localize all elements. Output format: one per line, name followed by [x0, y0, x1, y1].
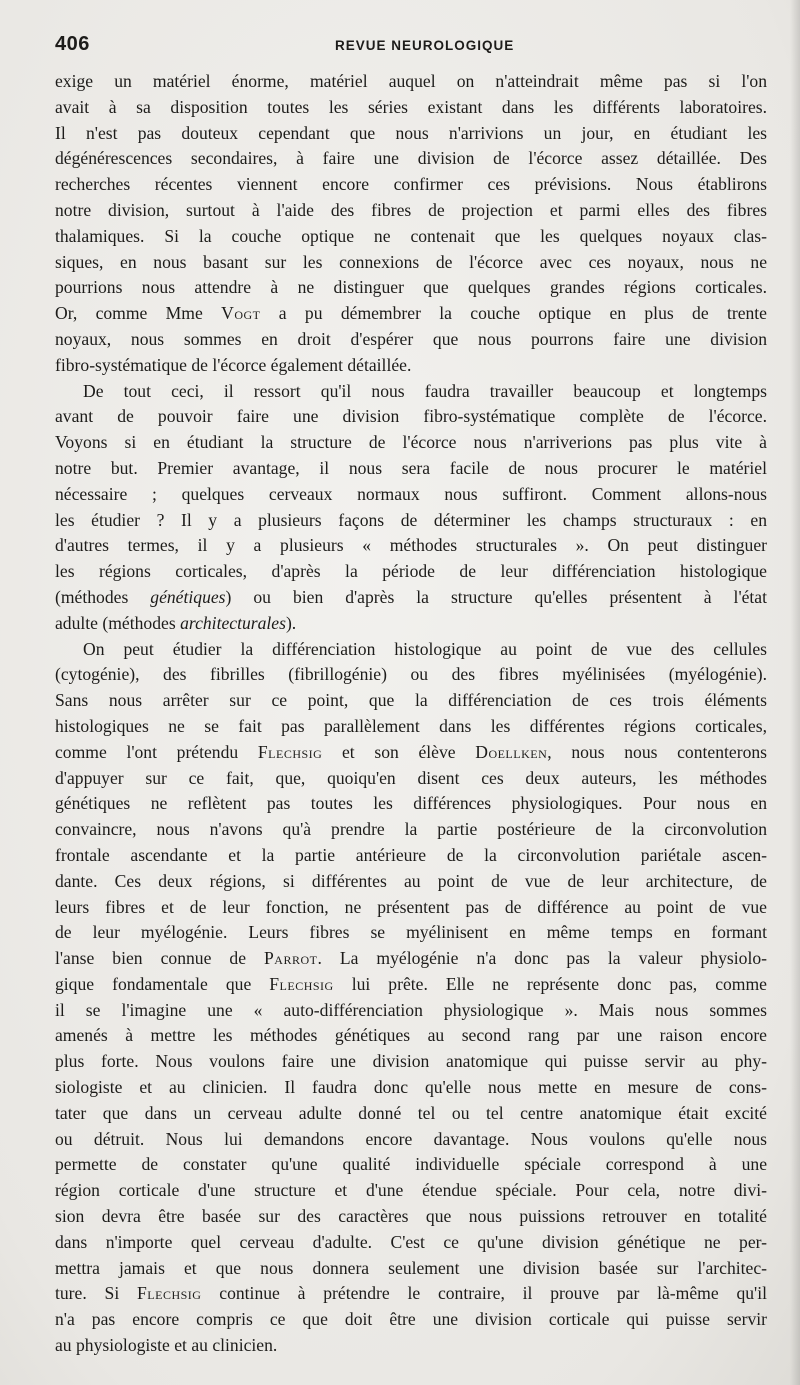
text-line: les étudier ? Il y a plusieurs façons de déterminer les champs structuraux : en: [55, 509, 767, 530]
text-line: amenés à mettre les méthodes génétiques au second rang par une raison encore: [55, 1025, 767, 1046]
text-line: au physiologiste et au clinicien.: [55, 1335, 278, 1356]
text-line: histologiques ne se fait pas parallèlement dans les différentes régions corticales,: [55, 715, 767, 736]
text-line: d'autres termes, il y a plusieurs « méthodes structurales ». On peut distinguer: [55, 535, 767, 556]
text-line: Sans nous arrêter sur ce point, que la différenciation de ces trois éléments: [55, 690, 767, 711]
text-line: dans n'importe quel cerveau d'adulte. C'est ce qu'une division génétique ne per-: [55, 1231, 767, 1252]
text-line: thalamiques. Si la couche optique ne contenait que les quelques noyaux clas-: [55, 225, 767, 246]
text-line: leurs fibres et de leur fonction, ne présentent pas de différence au point de vue: [55, 896, 767, 917]
text-line: De tout ceci, il ressort qu'il nous faudra travailler beaucoup et longtemps: [83, 380, 767, 401]
text-line: adulte (méthodes architecturales).: [55, 612, 297, 633]
text-line: dante. Ces deux régions, si différentes au point de vue de leur architecture, de: [55, 870, 767, 891]
text-line: (cytogénie), des fibrilles (fibrillogénie) ou des fibres myélinisées (myélogénie).: [55, 664, 767, 685]
text-line: n'a pas encore compris ce que doit être une division corticale qui puisse servir: [55, 1309, 767, 1330]
text-line: gique fondamentale que Flechsig lui prête. Elle ne représente donc pas, comme: [55, 973, 767, 994]
text-line: exige un matériel énorme, matériel auquel on n'atteindrait même pas si l'on: [55, 71, 767, 91]
text-line: région corticale d'une structure et d'une étendue spéciale. Pour cela, notre divi-: [55, 1180, 767, 1201]
text-line: nécessaire ; quelques cerveaux normaux nous suffiront. Comment allons-nous: [55, 483, 767, 504]
running-title: REVUE NEUROLOGIQUE: [335, 38, 515, 53]
text-line: pourrions nous attendre à ne distinguer que quelques grandes régions corticales.: [55, 277, 767, 298]
text-line: On peut étudier la différenciation histologique au point de vue des cellules: [83, 638, 767, 659]
text-line: sion devra être basée sur des caractères que nous puissions retrouver en totalité: [55, 1206, 767, 1227]
text-line: permette de constater qu'une qualité individuelle spéciale correspond à une: [55, 1154, 767, 1175]
text-line: notre division, surtout à l'aide des fibres de projection et parmi elles des fibres: [55, 199, 767, 220]
text-line: ou détruit. Nous lui demandons encore davantage. Nous voulons qu'elle nous: [55, 1128, 767, 1149]
text-line: dégénérescences secondaires, à faire une division de l'écorce assez détaillée. Des: [55, 148, 767, 169]
text-line: Il n'est pas douteux cependant que nous n'arrivions un jour, en étudiant les: [55, 122, 767, 143]
body-text: [55, 69, 767, 1359]
text-line: les régions corticales, d'après la période de leur différenciation histologique: [55, 561, 767, 582]
text-line: avant de pouvoir faire une division fibro-systématique complète de l'écorce.: [55, 406, 767, 427]
text-line: ture. Si Flechsig continue à prétendre le contraire, il prouve par là-même qu'il: [55, 1283, 767, 1304]
page-header: [55, 33, 770, 57]
text-line: Voyons si en étudiant la structure de l'écorce nous n'arriverions pas plus vite à: [55, 432, 767, 453]
text-line: génétiques ne reflètent pas toutes les différences physiologiques. Pour nous en: [55, 793, 767, 814]
text-line: il se l'imagine une « auto-différenciation physiologique ». Mais nous sommes: [55, 999, 767, 1020]
text-line: Or, comme Mme Vogt a pu démembrer la couche optique en plus de trente: [55, 303, 767, 324]
text-line: plus forte. Nous voulons faire une division anatomique qui puisse servir au phy-: [55, 1051, 767, 1072]
text-line: recherches récentes viennent encore confirmer ces prévisions. Nous établirons: [55, 174, 767, 195]
text-line: d'appuyer sur ce fait, que, quoiqu'en disent ces deux auteurs, les méthodes: [55, 767, 767, 788]
text-line: tater que dans un cerveau adulte donné tel ou tel centre anatomique était excité: [55, 1102, 767, 1123]
text-line: l'anse bien connue de Parrot. La myélogénie n'a donc pas la valeur physiolo-: [55, 948, 767, 969]
text-line: comme l'ont prétendu Flechsig et son élève Doellken, nous nous contenterons: [55, 741, 767, 762]
page-number: 406: [55, 33, 90, 55]
text-line: fibro-systématique de l'écorce également détaillée.: [55, 354, 412, 375]
text-line: mettra jamais et que nous donnera seulement une division basée sur l'architec-: [55, 1257, 767, 1278]
text-line: convaincre, nous n'avons qu'à prendre la partie postérieure de la circonvolution: [55, 819, 767, 840]
text-line: frontale ascendante et la partie antérieure de la circonvolution pariétale ascen-: [55, 844, 767, 865]
text-line: siques, en nous basant sur les connexions de l'écorce avec ces noyaux, nous ne: [55, 251, 767, 272]
text-line: siologiste et au clinicien. Il faudra donc qu'elle nous mette en mesure de cons-: [55, 1077, 767, 1098]
text-line: de leur myélogénie. Leurs fibres se myélinisent en même temps en formant: [55, 922, 767, 943]
text-line: avait à sa disposition toutes les séries existant dans les différents laboratoires.: [55, 96, 767, 117]
text-line: notre but. Premier avantage, il nous sera facile de nous procurer le matériel: [55, 457, 767, 478]
text-line: (méthodes génétiques) ou bien d'après la structure qu'elles présentent à l'état: [55, 586, 767, 607]
text-line: noyaux, nous sommes en droit d'espérer que nous pourrons faire une division: [55, 328, 767, 349]
scan-edge-shadow: [790, 0, 800, 1385]
